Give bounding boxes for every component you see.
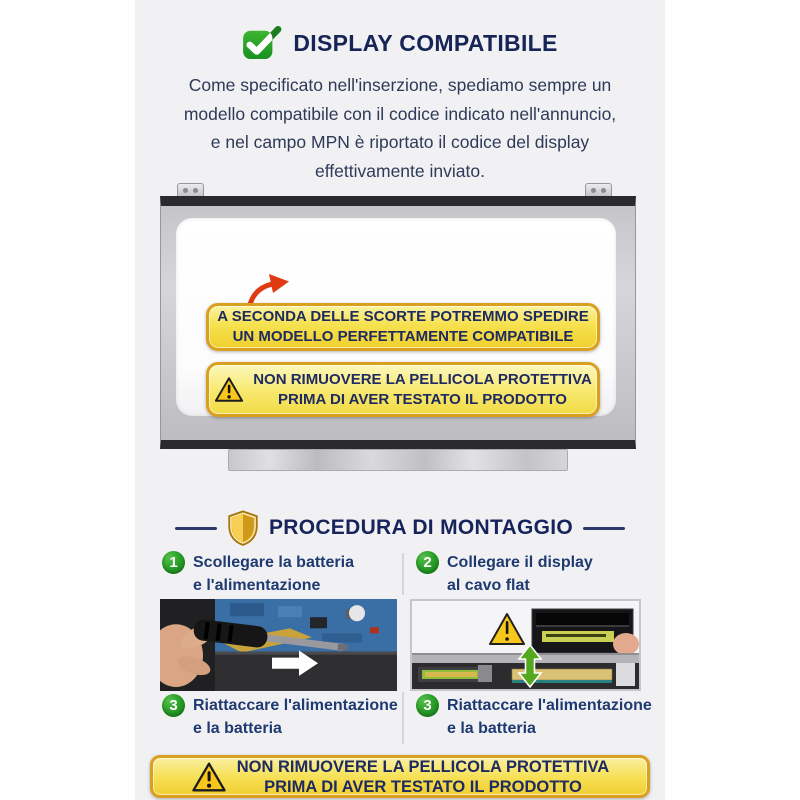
step-2 <box>416 551 593 597</box>
intro-line: effettivamente inviato. <box>315 160 485 181</box>
intro-line: modello compatibile con il codice indicato nell'annuncio, <box>183 103 617 124</box>
step-3-right <box>416 694 652 740</box>
rule-left <box>175 527 217 530</box>
intro-line: e nel campo MPN è riportato il codice del display <box>210 132 590 152</box>
step-3-right-badge: 3 <box>416 694 439 717</box>
check-badge-icon <box>242 26 282 60</box>
step-1 <box>162 551 354 597</box>
step-2-label <box>447 551 593 597</box>
film-banner-line: NON RIMUOVERE LA PELLICOLA PROTETTIVA <box>253 370 592 388</box>
photo-connect-flat-cable <box>410 599 641 691</box>
footer-banner-text <box>237 757 609 797</box>
step-1-badge: 1 <box>162 551 185 574</box>
step-1-line: Scollegare la batteria <box>193 554 354 571</box>
motherboard-photo-illustration <box>160 599 397 691</box>
lcd-panel-image <box>160 183 640 475</box>
page-title: DISPLAY COMPATIBILE <box>293 29 558 56</box>
content-column <box>135 0 665 800</box>
step-3-right-line: e la batteria <box>447 720 536 737</box>
shield-icon <box>227 510 259 546</box>
procedure-header <box>135 510 665 546</box>
foil-strip <box>228 449 568 471</box>
step-3-right-label <box>447 694 652 740</box>
step-3-left-line: Riattaccare l'alimentazione <box>193 697 398 714</box>
step-2-line: al cavo flat <box>447 577 530 594</box>
connector-photo-illustration <box>412 601 639 689</box>
stock-banner-text <box>217 307 588 347</box>
step-1-label <box>193 551 354 597</box>
step-3-left <box>162 694 398 740</box>
footer-banner-line: PRIMA DI AVER TESTATO IL PRODOTTO <box>264 777 582 796</box>
step-3-left-badge: 3 <box>162 694 185 717</box>
step-2-line: Collegare il display <box>447 554 593 571</box>
film-banner-line: PRIMA DI AVER TESTATO IL PRODOTTO <box>278 390 567 408</box>
rule-right <box>583 527 625 530</box>
warning-triangle-icon <box>191 761 227 793</box>
step-2-badge: 2 <box>416 551 439 574</box>
film-warning-banner <box>206 362 600 417</box>
intro-line: Come specificato nell'inserzione, spediamo sempre un <box>188 75 612 95</box>
procedure-title: PROCEDURA DI MONTAGGIO <box>268 516 574 539</box>
step-3-left-label <box>193 694 398 740</box>
photo-disconnect-battery <box>160 599 397 691</box>
stock-banner-line: UN MODELLO PERFETTAMENTE COMPATIBILE <box>232 328 574 345</box>
intro-text <box>135 71 665 185</box>
column-divider <box>402 692 404 744</box>
warning-triangle-icon <box>214 376 244 403</box>
step-3-left-line: e la batteria <box>193 720 282 737</box>
footer-banner-line: NON RIMUOVERE LA PELLICOLA PROTETTIVA <box>236 757 610 776</box>
hinge-bracket-left-icon <box>177 183 204 197</box>
hinge-bracket-right-icon <box>585 183 612 197</box>
footer-warning-banner <box>150 755 650 798</box>
film-banner-text <box>253 370 592 410</box>
step-3-right-line: Riattaccare l'alimentazione <box>447 697 652 714</box>
stock-banner-line: A SECONDA DELLE SCORTE POTREMMO SPEDIRE <box>217 308 589 325</box>
step-1-line: e l'alimentazione <box>193 577 321 594</box>
column-divider <box>402 553 404 595</box>
page-header <box>135 26 665 60</box>
stock-notice-banner <box>206 303 600 351</box>
